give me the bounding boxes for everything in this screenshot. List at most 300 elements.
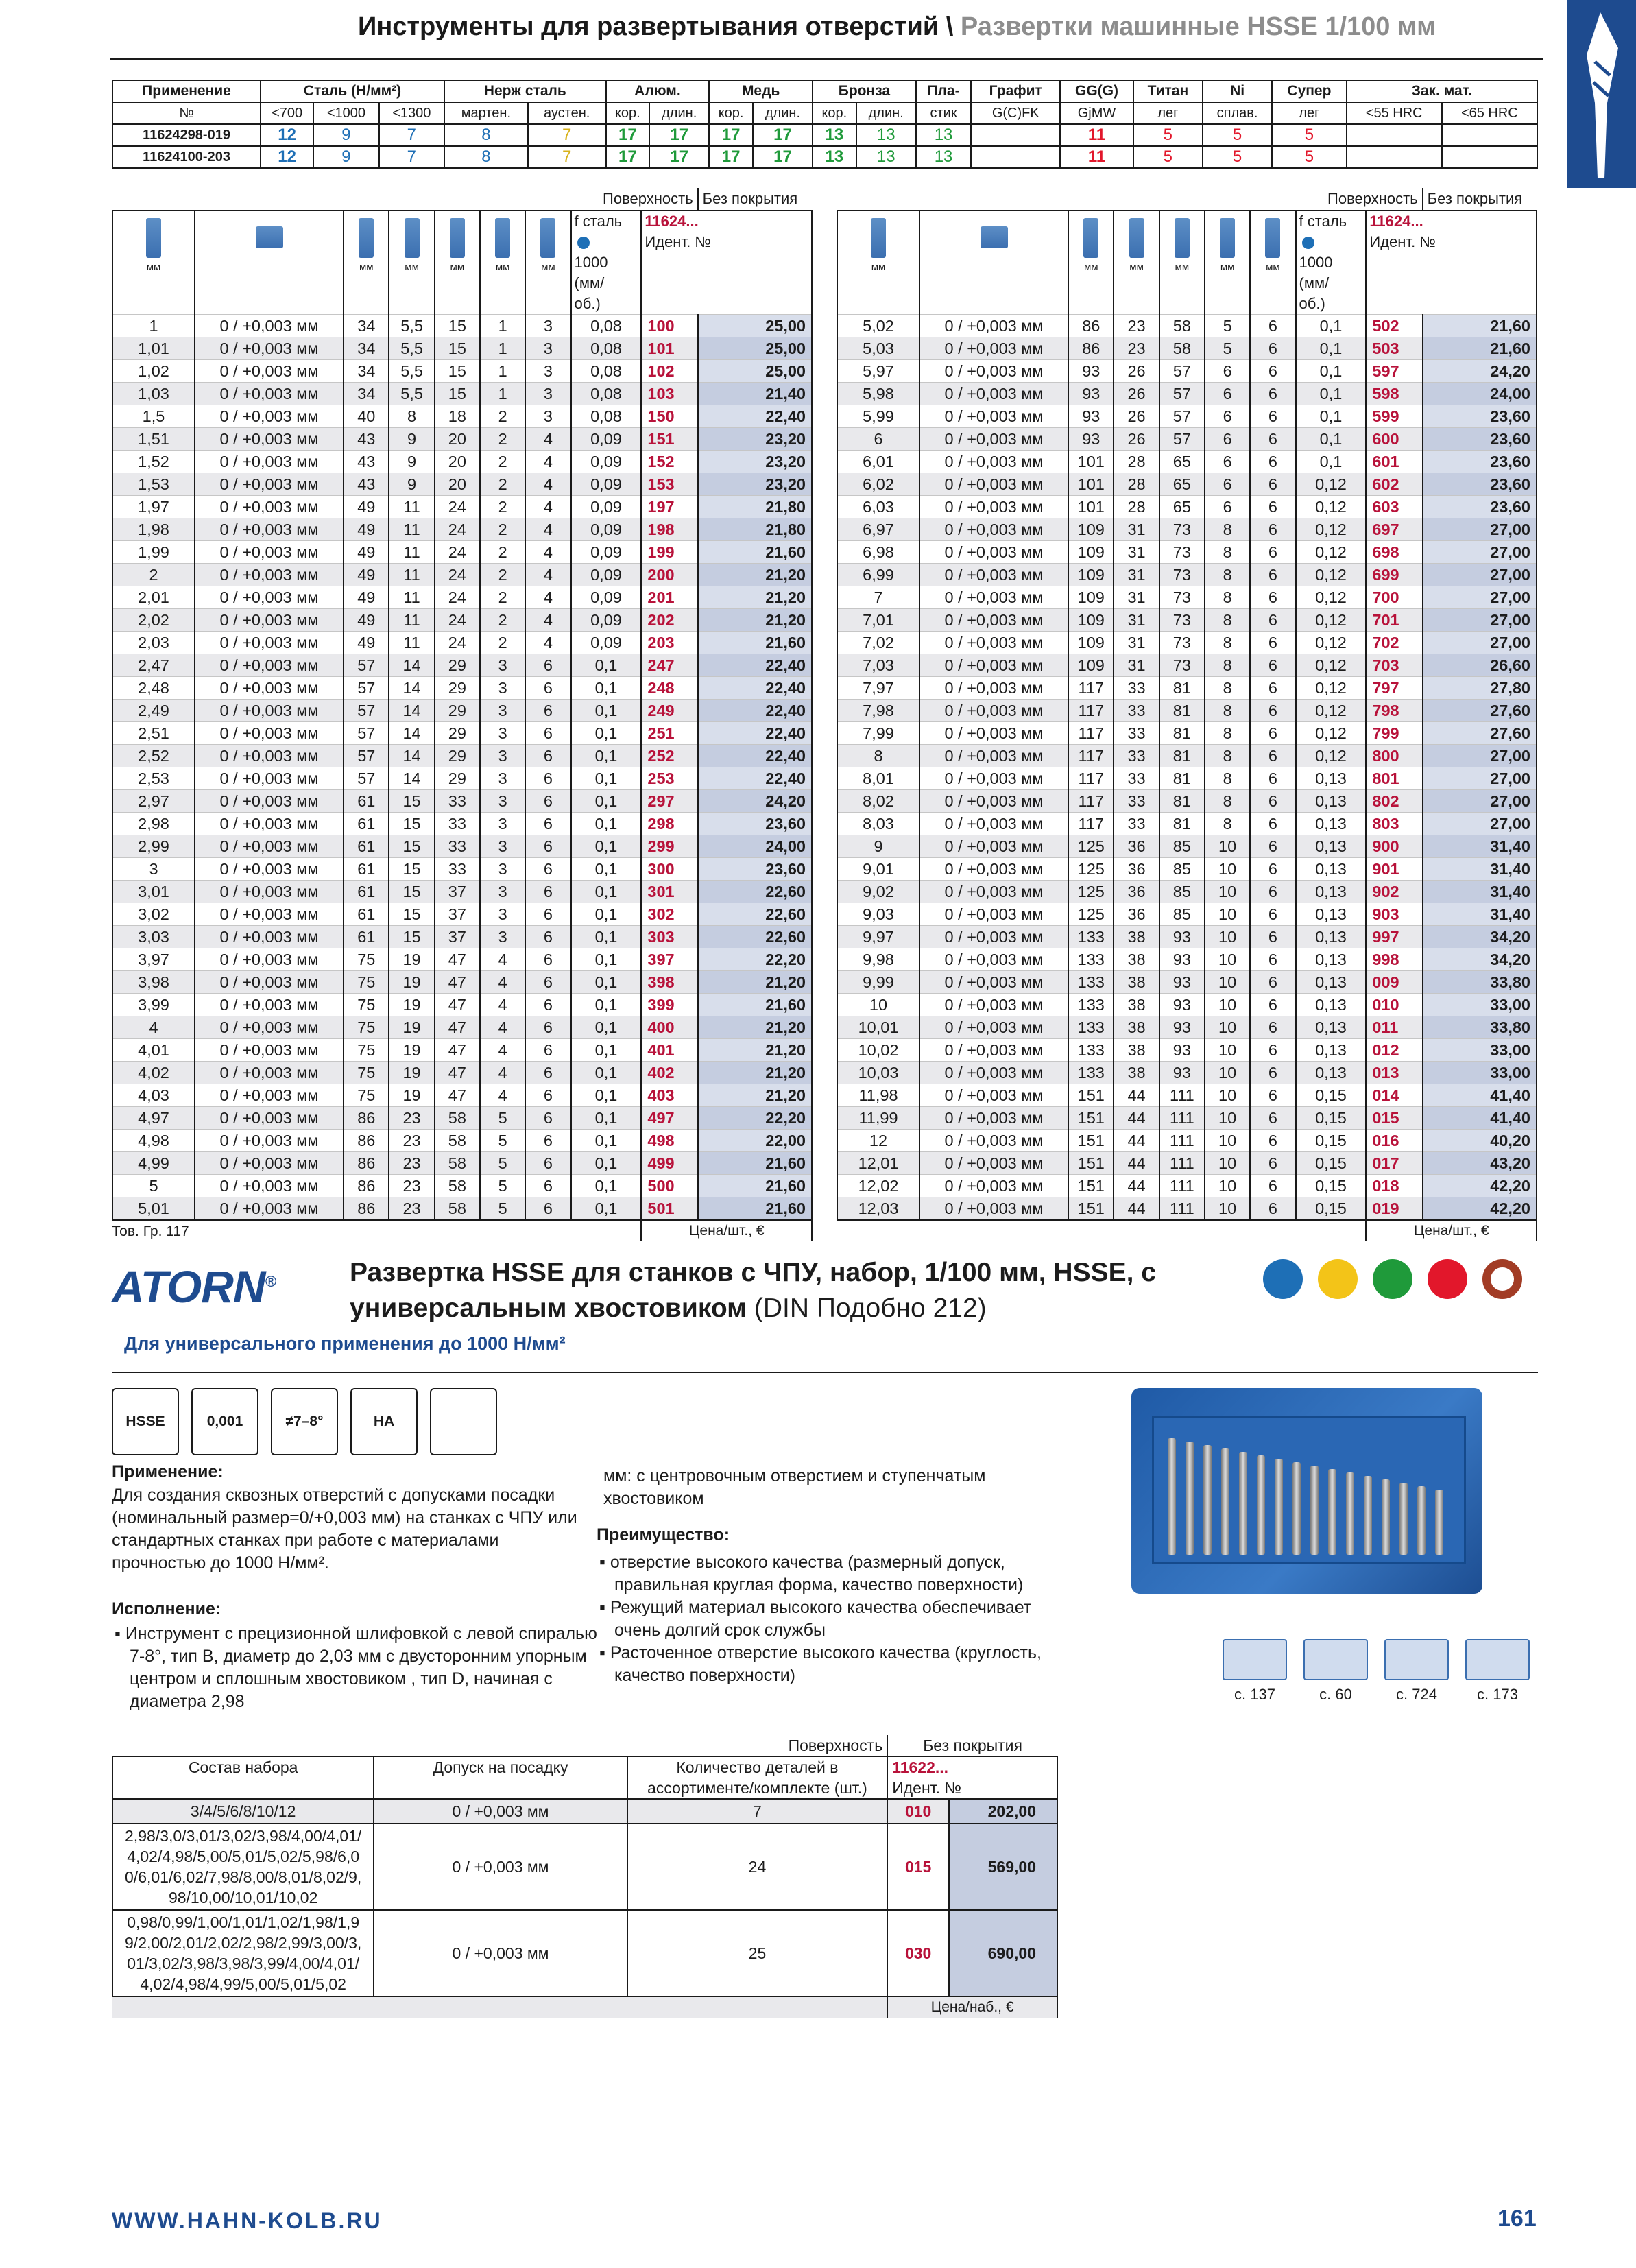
- total-length: 151: [1068, 1175, 1114, 1197]
- app-head-cell: Применение: [112, 80, 261, 102]
- flute-length: 33: [1114, 700, 1159, 722]
- flute-length: 31: [1114, 586, 1159, 609]
- flute-length: 38: [1114, 1039, 1159, 1062]
- table-row: [112, 473, 812, 496]
- shank-length: 37: [435, 903, 480, 926]
- shank-length: 93: [1159, 926, 1205, 948]
- shank-length: 81: [1159, 700, 1205, 722]
- flute-length: 14: [389, 654, 434, 677]
- price: 23,60: [1423, 405, 1537, 428]
- app-head-cell: Бронза: [813, 80, 916, 102]
- reamer-tool: [1364, 1476, 1372, 1555]
- shank-length: 111: [1159, 1152, 1205, 1175]
- total-length: 86: [344, 1130, 389, 1152]
- article-id: 797: [1366, 677, 1422, 700]
- teeth: 4: [525, 586, 570, 609]
- shank-dia: 1: [480, 315, 525, 337]
- shank-dia: 4: [480, 994, 525, 1016]
- teeth: 3: [525, 315, 570, 337]
- article-id: 248: [641, 677, 697, 700]
- tolerance: 0 / +0,003 мм: [919, 1107, 1068, 1130]
- table-row: [837, 994, 1537, 1016]
- table-row: [837, 881, 1537, 903]
- set-price-label: Цена/наб., €: [887, 1996, 1057, 2018]
- tolerance: 0 / +0,003 мм: [919, 745, 1068, 767]
- reamer-tool: [1221, 1448, 1229, 1555]
- shank-length: 93: [1159, 971, 1205, 994]
- tolerance: 0 / +0,003 мм: [195, 383, 344, 405]
- diameter: 5,02: [837, 315, 919, 337]
- total-length: 86: [344, 1107, 389, 1130]
- price: 27,00: [1423, 790, 1537, 813]
- article-id: 798: [1366, 700, 1422, 722]
- tolerance: 0 / +0,003 мм: [195, 903, 344, 926]
- table-row: [112, 881, 812, 903]
- flute-length: 11: [389, 518, 434, 541]
- total-length: 86: [1068, 337, 1114, 360]
- holder-ref-icon: [1384, 1639, 1449, 1680]
- app-subhead-cell: длин.: [856, 102, 916, 124]
- feed: 0,12: [1296, 745, 1367, 767]
- price: 40,20: [1423, 1130, 1537, 1152]
- flute-length: 11: [389, 609, 434, 632]
- feed: 0,1: [571, 1130, 642, 1152]
- tolerance: 0 / +0,003 мм: [195, 1084, 344, 1107]
- table-row: [837, 541, 1537, 564]
- tolerance: 0 / +0,003 мм: [919, 518, 1068, 541]
- unit-label: мм: [1129, 261, 1144, 273]
- app-value: [1347, 124, 1442, 146]
- app-value: 7: [528, 124, 606, 146]
- feed-header-line: 1000: [1299, 254, 1333, 271]
- teeth: 6: [1250, 1062, 1295, 1084]
- flute-length: 19: [389, 971, 434, 994]
- diameter: 12,01: [837, 1152, 919, 1175]
- tolerance: 0 / +0,003 мм: [919, 654, 1068, 677]
- app-subhead-cell: <65 HRC: [1442, 102, 1537, 124]
- feed: 0,1: [571, 1152, 642, 1175]
- id-header: [1366, 211, 1537, 315]
- flute-length: 36: [1114, 881, 1159, 903]
- shank-length: 37: [435, 881, 480, 903]
- total-length: 101: [1068, 451, 1114, 473]
- shank-length: 47: [435, 948, 480, 971]
- tolerance: 0 / +0,003 мм: [919, 405, 1068, 428]
- diameter: 9,97: [837, 926, 919, 948]
- table-row: [112, 541, 812, 564]
- tolerance: 0 / +0,003 мм: [919, 971, 1068, 994]
- material-dot-icon: [1373, 1259, 1412, 1299]
- flute-length: 38: [1114, 1016, 1159, 1039]
- diameter: 7,03: [837, 654, 919, 677]
- price: 27,60: [1423, 722, 1537, 745]
- execution-text: ▪ Инструмент с прецизионной шлифовкой с левой спиралью 7-8°, тип B, диаметр до 2,03 мм с двусторонним упорным центром и сплошным хвостовиком , тип D, начиная с диаметра 2,98: [115, 1624, 597, 1711]
- shank-ha-icon: HA: [350, 1388, 418, 1455]
- article-id: 253: [641, 767, 697, 790]
- table-row: [112, 1175, 812, 1197]
- flute-length: 33: [1114, 722, 1159, 745]
- tolerance: 0 / +0,003 мм: [919, 881, 1068, 903]
- feed: 0,15: [1296, 1084, 1367, 1107]
- advantage-item: ▪ Расточенное отверстие высокого качества (круглость, качество поверхности): [599, 1643, 1042, 1685]
- reference-page: с. 137: [1234, 1686, 1275, 1703]
- article-id: 203: [641, 632, 697, 654]
- app-value: 5: [1203, 124, 1272, 146]
- shank-length: 24: [435, 496, 480, 518]
- surface-row: [112, 188, 812, 211]
- app-value: 9: [313, 124, 378, 146]
- price: 22,40: [698, 767, 812, 790]
- feed-header-line: f сталь: [574, 213, 623, 230]
- feed: 0,12: [1296, 541, 1367, 564]
- brand-mark: ®: [265, 1273, 276, 1290]
- shank-length: 29: [435, 654, 480, 677]
- app-value: 13: [916, 146, 972, 168]
- feed: 0,1: [571, 835, 642, 858]
- table-row: [837, 903, 1537, 926]
- shank-length: 85: [1159, 903, 1205, 926]
- total-length: 57: [344, 677, 389, 700]
- tolerance: 0 / +0,003 мм: [919, 428, 1068, 451]
- shank-dia: 10: [1205, 1130, 1250, 1152]
- shank-dia: 8: [1205, 632, 1250, 654]
- tolerance: 0 / +0,003 мм: [195, 971, 344, 994]
- shank-dia: 8: [1205, 564, 1250, 586]
- tolerance: 0 / +0,003 мм: [919, 473, 1068, 496]
- feed: 0,09: [571, 451, 642, 473]
- teeth: 6: [1250, 564, 1295, 586]
- shank-length: 85: [1159, 858, 1205, 881]
- flute-length: 38: [1114, 994, 1159, 1016]
- set-head-cell: Допуск на посадку: [374, 1756, 627, 1799]
- shank-length: 24: [435, 564, 480, 586]
- app-value: 5: [1272, 146, 1346, 168]
- diameter: 9,98: [837, 948, 919, 971]
- app-head-cell: Пла-: [916, 80, 972, 102]
- teeth: 6: [1250, 1039, 1295, 1062]
- shank-length: 73: [1159, 541, 1205, 564]
- set-head-cell: Количество деталей в ассортименте/комплекте (шт.): [627, 1756, 888, 1799]
- application-text: Для создания сквозных отверстий с допусками посадки (номинальный размер=0/+0,003 мм) на станках с ЧПУ или стандартных станках при работе с материалами прочностью до 1000 Н/мм².: [112, 1485, 577, 1573]
- diameter: 8: [837, 745, 919, 767]
- price: 22,40: [698, 405, 812, 428]
- flute-length: 44: [1114, 1175, 1159, 1197]
- feed: 0,09: [571, 518, 642, 541]
- diameter: 2,97: [112, 790, 195, 813]
- column-icon: [344, 211, 389, 315]
- flute-length: 44: [1114, 1152, 1159, 1175]
- shank-length: 58: [435, 1130, 480, 1152]
- feed: 0,1: [571, 745, 642, 767]
- shank-length: 65: [1159, 496, 1205, 518]
- article-id: 299: [641, 835, 697, 858]
- feed: 0,1: [571, 881, 642, 903]
- diameter: 6,03: [837, 496, 919, 518]
- shank-length: 15: [435, 337, 480, 360]
- feed: 0,1: [571, 1197, 642, 1221]
- shank-icon: [1220, 218, 1235, 258]
- feed: 0,13: [1296, 1016, 1367, 1039]
- feed: 0,1: [571, 858, 642, 881]
- tolerance-0001-icon: 0,001: [191, 1388, 258, 1455]
- feed: 0,13: [1296, 994, 1367, 1016]
- total-length: 125: [1068, 903, 1114, 926]
- article-id: 398: [641, 971, 697, 994]
- unit-label: мм: [541, 261, 555, 273]
- teeth: 6: [525, 926, 570, 948]
- total-length: 93: [1068, 428, 1114, 451]
- article-id: 902: [1366, 881, 1422, 903]
- feed: 0,13: [1296, 903, 1367, 926]
- teeth: 6: [1250, 405, 1295, 428]
- set-id-header: [887, 1756, 1057, 1799]
- feed: 0,1: [1296, 360, 1367, 383]
- flute-length: 15: [389, 858, 434, 881]
- table-row: [837, 1062, 1537, 1084]
- diameter: 3,99: [112, 994, 195, 1016]
- feed: 0,13: [1296, 835, 1367, 858]
- feed: 0,09: [571, 473, 642, 496]
- reference-link[interactable]: [1382, 1639, 1451, 1704]
- article-id: 252: [641, 745, 697, 767]
- footer-url[interactable]: WWW.HAHN-KOLB.RU: [112, 2208, 383, 2233]
- diameter: 1,98: [112, 518, 195, 541]
- feed: 0,12: [1296, 632, 1367, 654]
- shank-length: 93: [1159, 948, 1205, 971]
- article-id: 202: [641, 609, 697, 632]
- flute-length: 23: [389, 1107, 434, 1130]
- flute-length: 28: [1114, 473, 1159, 496]
- total-length: 49: [344, 564, 389, 586]
- table-row: [837, 1039, 1537, 1062]
- column-icon: [480, 211, 525, 315]
- diameter-icon: [146, 218, 161, 258]
- shank-dia: 8: [1205, 677, 1250, 700]
- table-row: [837, 1130, 1537, 1152]
- teeth: 6: [1250, 722, 1295, 745]
- price: 27,00: [1423, 745, 1537, 767]
- teeth: 4: [525, 541, 570, 564]
- product-group: Тов. Гр. 117: [112, 1223, 189, 1239]
- teeth: 3: [525, 405, 570, 428]
- table-row: [837, 428, 1537, 451]
- tolerance: 0 / +0,003 мм: [919, 496, 1068, 518]
- article-id: 399: [641, 994, 697, 1016]
- diameter: 9,02: [837, 881, 919, 903]
- reamer-tool: [1346, 1472, 1354, 1555]
- app-head-cell: Сталь (Н/мм²): [261, 80, 444, 102]
- price: 21,20: [698, 586, 812, 609]
- price: 27,00: [1423, 586, 1537, 609]
- teeth: 6: [1250, 881, 1295, 903]
- price: 33,00: [1423, 994, 1537, 1016]
- application-heading: Применение:: [112, 1462, 224, 1481]
- tolerance: 0 / +0,003 мм: [919, 903, 1068, 926]
- table-row: [112, 835, 812, 858]
- shank-length: 18: [435, 405, 480, 428]
- article-id: 598: [1366, 383, 1422, 405]
- reamer-tool: [1186, 1442, 1194, 1555]
- price: 43,20: [1423, 1152, 1537, 1175]
- reamer-tool: [1257, 1455, 1265, 1555]
- shank-dia: 2: [480, 405, 525, 428]
- unit-label: мм: [1175, 261, 1190, 273]
- total-length: 34: [344, 315, 389, 337]
- article-id: 298: [641, 813, 697, 835]
- column-icon-row: [112, 211, 812, 315]
- reamer-tool: [1328, 1469, 1336, 1555]
- shank-length: 111: [1159, 1130, 1205, 1152]
- flute-length: 14: [389, 677, 434, 700]
- set-article-id: 010: [887, 1799, 949, 1824]
- feed: 0,1: [1296, 383, 1367, 405]
- total-length: 43: [344, 451, 389, 473]
- app-row-id: 11624298-019: [112, 124, 261, 146]
- app-value: 12: [261, 146, 313, 168]
- price-footer-row: [112, 1220, 812, 1241]
- feed: 0,08: [571, 315, 642, 337]
- app-value: 17: [753, 124, 813, 146]
- flute-length: 19: [389, 1016, 434, 1039]
- total-length: 101: [1068, 473, 1114, 496]
- feed: 0,1: [571, 767, 642, 790]
- shank-dia: 4: [480, 1062, 525, 1084]
- teeth: 6: [525, 677, 570, 700]
- diameter: 1,51: [112, 428, 195, 451]
- shank-dia: 10: [1205, 926, 1250, 948]
- shank-length: 81: [1159, 722, 1205, 745]
- total-length: 117: [1068, 813, 1114, 835]
- flute-length: 44: [1114, 1130, 1159, 1152]
- app-subhead-cell: G(C)FK: [971, 102, 1060, 124]
- set-composition: 0,98/0,99/1,00/1,01/1,02/1,98/1,99/2,00/2,01/2,02/2,98/2,99/3,00/3,01/3,02/3,98/3,98/3,99/4,00/4,01/4,02/4,98/4,99/5,00/5,01/5,02: [112, 1910, 374, 1996]
- teeth: 4: [525, 496, 570, 518]
- price: 23,60: [1423, 473, 1537, 496]
- column-icon: [837, 211, 919, 315]
- reference-link[interactable]: [1220, 1639, 1289, 1704]
- teeth: 6: [1250, 541, 1295, 564]
- reamer-tool: [1399, 1483, 1408, 1555]
- tolerance: 0 / +0,003 мм: [919, 1197, 1068, 1221]
- drill-ref-icon: [1303, 1639, 1368, 1680]
- brand-logo: [112, 1261, 276, 1313]
- table-row: [112, 971, 812, 994]
- total-length: 109: [1068, 564, 1114, 586]
- table-row: [112, 632, 812, 654]
- shank-dia: 1: [480, 360, 525, 383]
- price: 21,60: [698, 994, 812, 1016]
- advantage-item: ▪ отверстие высокого качества (размерный допуск, правильная круглая форма, качество поверхности): [599, 1553, 1024, 1595]
- teeth: 6: [1250, 1016, 1295, 1039]
- shank-length: 93: [1159, 1039, 1205, 1062]
- reference-page: с. 724: [1396, 1686, 1437, 1703]
- total-length: 61: [344, 790, 389, 813]
- teeth: 6: [1250, 790, 1295, 813]
- shank-dia: 2: [480, 609, 525, 632]
- flute-length: 23: [389, 1175, 434, 1197]
- total-length: 109: [1068, 518, 1114, 541]
- app-value: 12: [261, 124, 313, 146]
- reamer-tool: [1168, 1438, 1176, 1555]
- set-footer-row: [112, 1996, 1057, 2018]
- reference-link[interactable]: [1301, 1639, 1370, 1704]
- teeth: 6: [1250, 1197, 1295, 1221]
- table-row: [837, 586, 1537, 609]
- article-id: 600: [1366, 428, 1422, 451]
- reference-link[interactable]: [1463, 1639, 1532, 1704]
- set-quantity: 24: [627, 1824, 888, 1910]
- article-id: 018: [1366, 1175, 1422, 1197]
- table-row: [112, 360, 812, 383]
- column-icon-row: [837, 211, 1537, 315]
- tolerance: 0 / +0,003 мм: [919, 337, 1068, 360]
- tolerance: 0 / +0,003 мм: [919, 609, 1068, 632]
- total-length: 133: [1068, 971, 1114, 994]
- app-subhead-cell: GjMW: [1060, 102, 1133, 124]
- teeth: 6: [1250, 903, 1295, 926]
- flute-length: 26: [1114, 360, 1159, 383]
- feed-header-line: (мм/: [1299, 274, 1330, 291]
- feed: 0,13: [1296, 926, 1367, 948]
- diameter: 6,99: [837, 564, 919, 586]
- teeth: 6: [1250, 1107, 1295, 1130]
- feed: 0,12: [1296, 722, 1367, 745]
- feed: 0,1: [571, 1039, 642, 1062]
- app-subhead-cell: мартен.: [444, 102, 528, 124]
- table-row: [112, 337, 812, 360]
- reamer-tool: [1275, 1459, 1283, 1555]
- article-id: 701: [1366, 609, 1422, 632]
- diameter: 7,02: [837, 632, 919, 654]
- feed: 0,1: [571, 948, 642, 971]
- app-head-cell: Супер: [1272, 80, 1346, 102]
- price: 33,80: [1423, 1016, 1537, 1039]
- shank-dia: 8: [1205, 518, 1250, 541]
- flute-length: 31: [1114, 654, 1159, 677]
- price: 23,60: [1423, 428, 1537, 451]
- product-title: [350, 1255, 1255, 1326]
- teeth: 6: [525, 835, 570, 858]
- total-length: 117: [1068, 767, 1114, 790]
- column-icon: [919, 211, 1068, 315]
- total-length: 133: [1068, 1039, 1114, 1062]
- feed-header-line: об.): [574, 295, 601, 312]
- tolerance: 0 / +0,003 мм: [195, 677, 344, 700]
- diameter: 2,48: [112, 677, 195, 700]
- shank-length: 29: [435, 677, 480, 700]
- table-row: [837, 315, 1537, 337]
- flute-length: 33: [1114, 790, 1159, 813]
- material-dot-icon: [1318, 1259, 1358, 1299]
- shank-dia: 4: [480, 948, 525, 971]
- set-row: [112, 1799, 1057, 1824]
- price: 41,40: [1423, 1107, 1537, 1130]
- teeth: 3: [525, 383, 570, 405]
- advantage-item: ▪ Режущий материал высокого качества обеспечивает очень долгий срок службы: [599, 1598, 1032, 1640]
- page-subtitle: Развертки машинные HSSE 1/100 мм: [960, 12, 1436, 41]
- article-id: 249: [641, 700, 697, 722]
- price: 27,00: [1423, 564, 1537, 586]
- tolerance: 0 / +0,003 мм: [195, 813, 344, 835]
- price: 21,60: [1423, 337, 1537, 360]
- article-id: 300: [641, 858, 697, 881]
- table-row: [837, 700, 1537, 722]
- teeth: 6: [1250, 496, 1295, 518]
- table-row: [112, 767, 812, 790]
- total-length-icon: [359, 218, 374, 258]
- flute-length: 19: [389, 1039, 434, 1062]
- diameter: 1,03: [112, 383, 195, 405]
